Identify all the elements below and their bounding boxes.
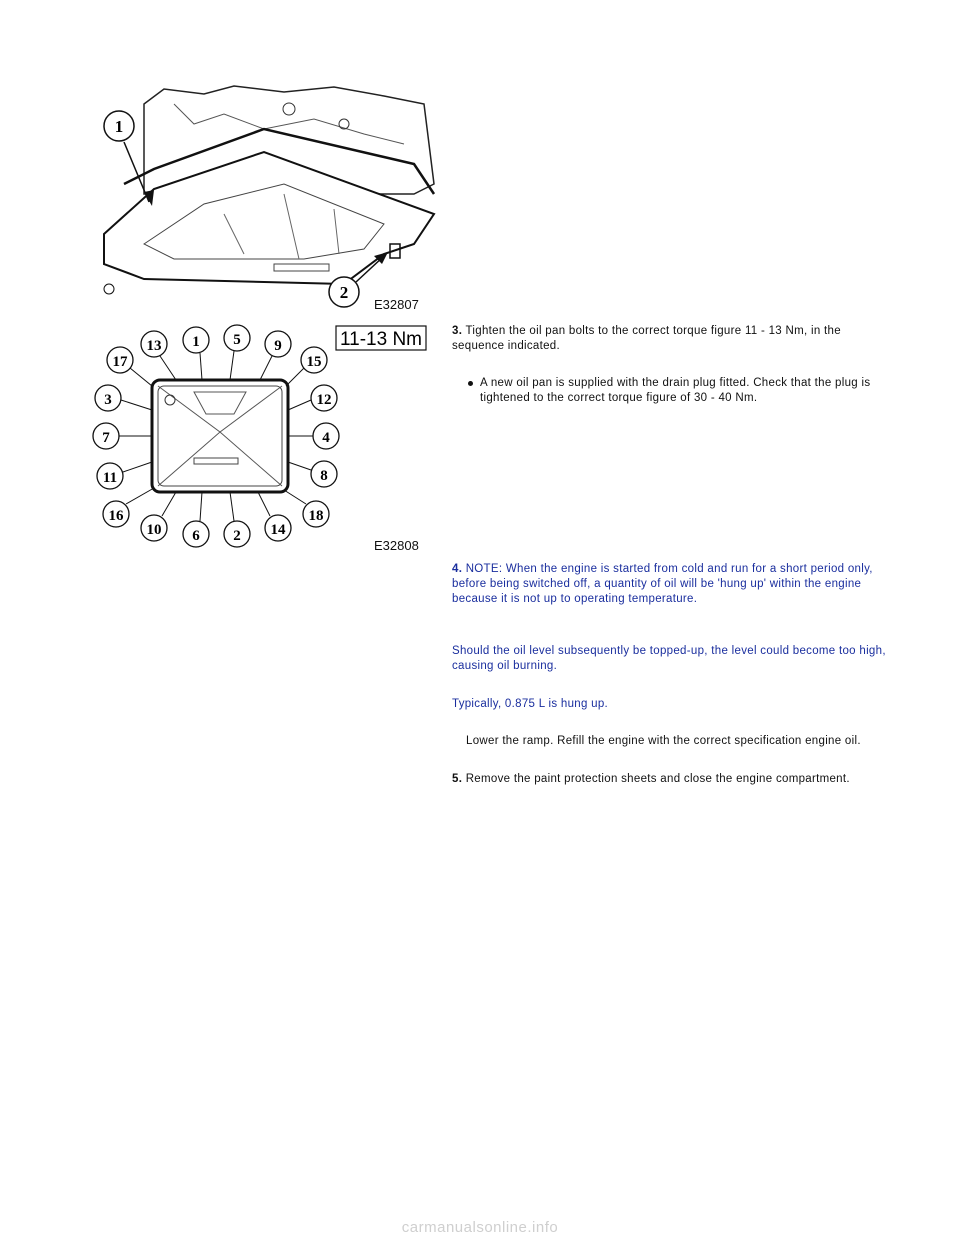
callout-12	[288, 385, 337, 411]
callout-15-label: 15	[306, 354, 322, 370]
callout-10	[141, 492, 176, 541]
oil-pan-illustration	[84, 84, 444, 314]
figure-bolt-sequence	[84, 322, 434, 554]
callout-10-label: 10	[146, 522, 162, 538]
torque-label: 11-13 Nm	[340, 329, 423, 350]
callout-4-label: 4	[322, 430, 330, 446]
callout-14	[258, 492, 291, 541]
step-5-text: Remove the paint protection sheets and close the engine compartment.	[465, 773, 850, 785]
step-3-number: 3.	[452, 325, 463, 337]
callout-1b	[183, 327, 209, 380]
step-5-number: 5.	[452, 773, 463, 785]
step-4-note	[452, 562, 892, 607]
callout-5-label: 5	[233, 332, 241, 348]
callout-18	[284, 490, 329, 527]
footer-watermark: carmanualsonline.info	[401, 1219, 559, 1236]
callout-4	[288, 423, 339, 449]
callout-11	[97, 462, 152, 489]
figure-id-e32808: E32808	[374, 538, 419, 553]
figure-id-e32807: E32807	[374, 297, 419, 312]
callout-11-label: 11	[102, 470, 118, 486]
bolt-sequence-illustration	[84, 322, 434, 554]
callout-13-label: 13	[146, 338, 162, 354]
callout-6-label: 6	[192, 528, 200, 544]
step-4-note-text: NOTE: When the engine is started from cold and run for a short period only, before being switched off, a quantity of oil will be 'hung up' within the engine because it is not up to operating temperature.	[452, 563, 873, 605]
bullet-icon	[468, 381, 473, 386]
callout-5	[224, 325, 250, 380]
callout-1-label: 1	[114, 117, 124, 136]
callout-16-label: 16	[108, 508, 124, 524]
callout-9	[260, 331, 291, 380]
callout-3	[95, 385, 152, 411]
callout-15	[286, 347, 327, 386]
step-3-bullet	[468, 376, 878, 406]
step-3-bullet-text: A new oil pan is supplied with the drain plug fitted. Check that the plug is tightened to the correct torque figure of 30 - 40 Nm.	[480, 377, 871, 404]
callout-8	[288, 461, 337, 487]
step-5	[452, 772, 892, 787]
step-4-number: 4.	[452, 563, 463, 575]
callout-17-label: 17	[112, 354, 128, 370]
callout-2b-label: 2	[233, 528, 241, 544]
callout-1b-label: 1	[192, 334, 200, 350]
callout-14-label: 14	[270, 522, 286, 538]
step-4-text: Lower the ramp. Refill the engine with the correct specification engine oil.	[466, 735, 861, 747]
callout-9-label: 9	[274, 338, 282, 354]
callout-7	[93, 423, 152, 449]
step-3	[452, 324, 892, 354]
step-4-note-2: Should the oil level subsequently be topped-up, the level could become too high, causing oil burning.	[452, 645, 886, 672]
callout-2-label: 2	[339, 283, 349, 302]
step-3-text: Tighten the oil pan bolts to the correct torque figure 11 - 13 Nm, in the sequence indicated.	[452, 325, 841, 352]
figure-oil-pan-install	[84, 84, 444, 314]
step-4-note-3: Typically, 0.875 L is hung up.	[452, 698, 609, 710]
callout-2b	[224, 492, 250, 547]
callout-7-label: 7	[102, 430, 110, 446]
callout-6	[183, 492, 209, 547]
callout-8-label: 8	[320, 468, 328, 484]
callout-3-label: 3	[104, 392, 112, 408]
callout-12-label: 12	[316, 392, 332, 408]
callout-13	[141, 331, 176, 380]
callout-18-label: 18	[308, 508, 324, 524]
